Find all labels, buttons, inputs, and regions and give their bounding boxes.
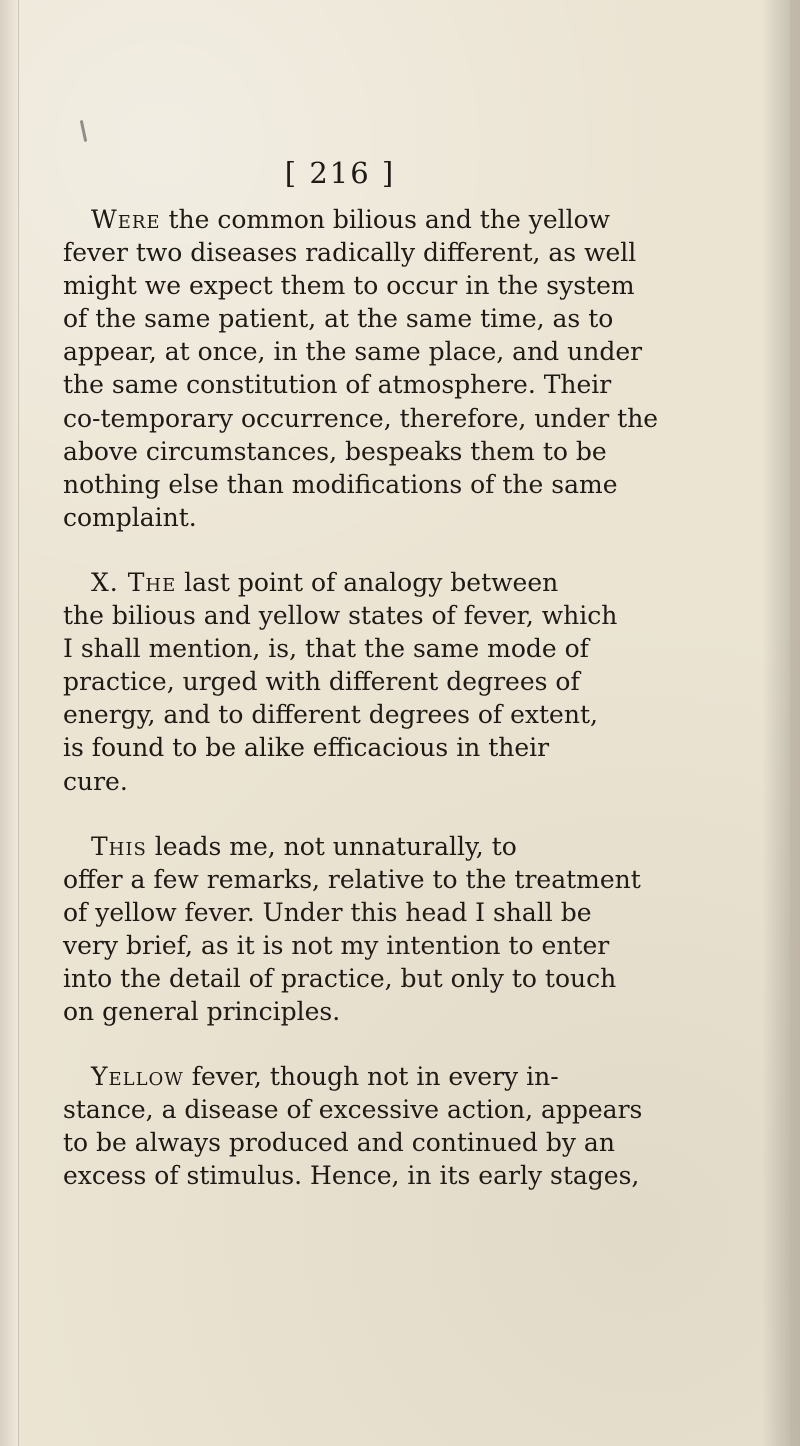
text-line (63, 203, 753, 236)
text-line: on general principles. (63, 997, 341, 1027)
paragraph-1 (63, 203, 753, 534)
text-line: practice, urged with different degrees of (63, 667, 580, 697)
text-line: cure. (63, 766, 128, 796)
text-line: energy, and to different degrees of extent, (63, 700, 598, 730)
lead-word: Yellow (91, 1062, 184, 1092)
page-right-binding (790, 0, 800, 1446)
text-line (63, 830, 753, 863)
line-rest: last point of analogy between (176, 567, 559, 597)
text-line: complaint. (63, 502, 197, 532)
text-line: stance, a disease of excessive action, appears (63, 1095, 643, 1125)
text-line: excess of stimulus. Hence, in its early stages, (63, 1161, 640, 1191)
text-line: of the same patient, at the same time, as to (63, 304, 614, 334)
ink-speck (80, 120, 88, 142)
lead-word: Were (91, 205, 161, 234)
text-line: of yellow fever. Under this head I shall be (63, 897, 592, 927)
text-line (63, 1060, 753, 1093)
text-line: the same constitution of atmosphere. Their (63, 370, 612, 400)
text-line: might we expect them to occur in the system (63, 271, 635, 301)
text-line: nothing else than modifications of the same (63, 469, 618, 499)
page-left-edge (0, 0, 19, 1446)
paragraph-2 (63, 566, 753, 798)
text-line: co-temporary occurrence, therefore, under the (63, 403, 659, 433)
line-rest: the common bilious and the yellow (160, 205, 611, 234)
page-number: [ 216 ] (284, 156, 396, 190)
lead-word: This (91, 831, 147, 861)
text-line: the bilious and yellow states of fever, which (63, 601, 618, 631)
text-line: into the detail of practice, but only to touch (63, 963, 617, 993)
line-rest: fever, though not in every in- (183, 1062, 559, 1092)
paragraph-3 (63, 830, 753, 1029)
page-text (63, 203, 753, 1193)
text-line: fever two diseases radically different, as well (63, 238, 637, 268)
text-line: I shall mention, is, that the same mode of (63, 634, 589, 664)
lead-word: X. The (91, 567, 177, 597)
text-line: is found to be alike efficacious in their (63, 733, 550, 763)
text-line: to be always produced and continued by an (63, 1128, 615, 1158)
text-line: appear, at once, in the same place, and under (63, 337, 643, 367)
text-line: offer a few remarks, relative to the treatment (63, 864, 641, 894)
paragraph-4 (63, 1060, 753, 1192)
text-line: very brief, as it is not my intention to enter (63, 930, 610, 960)
line-rest: leads me, not unnaturally, to (146, 831, 517, 861)
text-line: above circumstances, bespeaks them to be (63, 436, 607, 466)
text-line (63, 566, 753, 599)
